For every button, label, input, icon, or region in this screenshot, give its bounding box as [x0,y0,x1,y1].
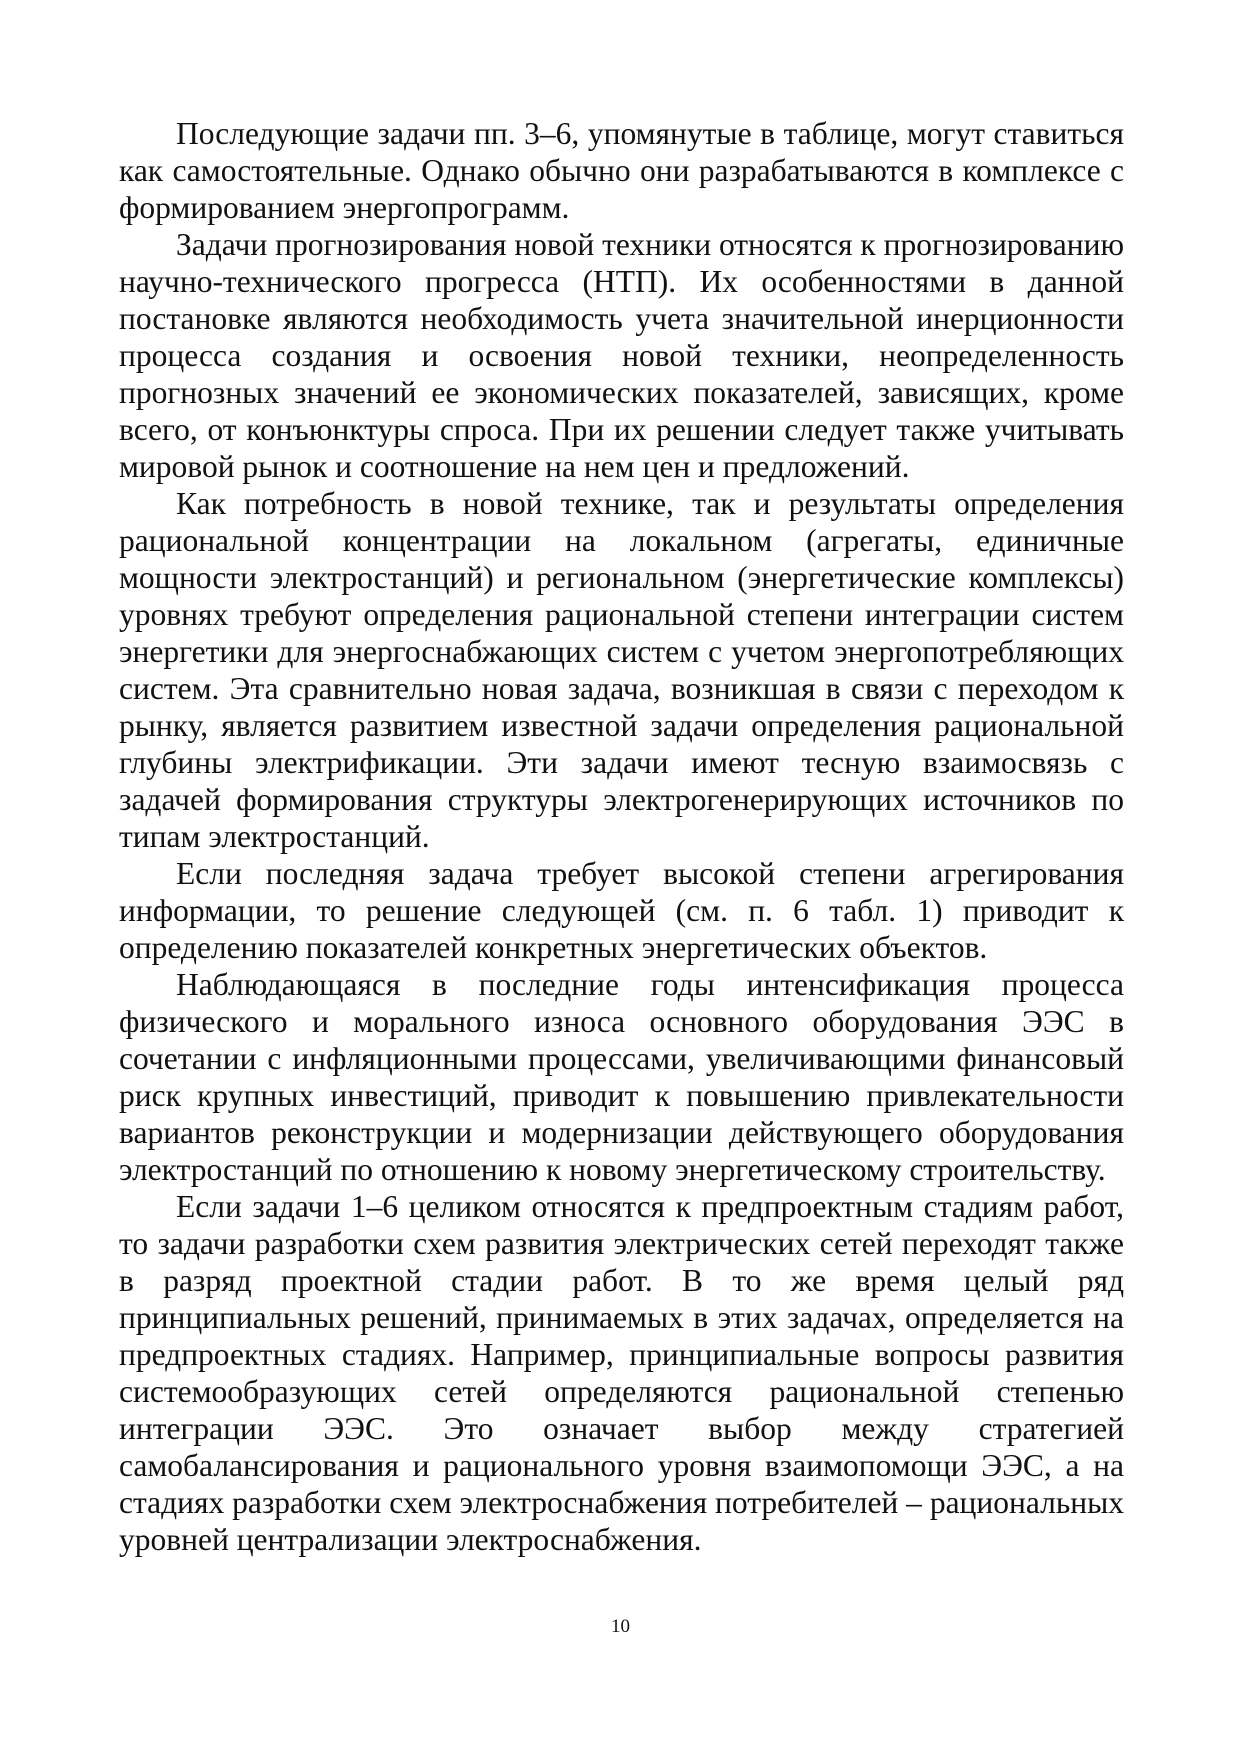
page-body [119,115,1124,1558]
page-number: 10 [611,1616,630,1637]
paragraph-4: Если последняя задача требует высокой степени агрегирования информации, то решение следующей (см. п. 6 табл. 1) приводит к определению показателей конкретных энергетических объектов. [119,856,1124,965]
paragraph-6: Если задачи 1–6 целиком относятся к предпроектным стадиям работ, то задачи разработки схем развития электрических сетей переходят также в разряд проектной стадии работ. В то же время целый ряд принципиальных решений, принимаемых в этих задачах, определяется на предпроектных стадиях. Например, принципиальные вопросы развития системообразующих сетей определяются рациональной степенью интеграции ЭЭС. Это означает выбор между стратегией самобалансирования и рационального уровня взаимопомощи ЭЭС, а на стадиях разработки схем электроснабжения потребителей – рациональных уровней централизации электроснабжения. [119,1189,1124,1557]
paragraph-5: Наблюдающаяся в последние годы интенсификация процесса физического и морального износа основного оборудования ЭЭС в сочетании с инфляционными процессами, увеличивающими финансовый риск крупных инвестиций, приводит к повышению привлекательности вариантов реконструкции и модернизации действующего оборудования электростанций по отношению к новому энергетическому строительству. [119,967,1124,1187]
paragraph-3: Как потребность в новой технике, так и результаты определения рациональной концентрации на локальном (агрегаты, единичные мощности электростанций) и региональном (энергетические комплексы) уровнях требуют определения рациональной степени интеграции систем энергетики для энергоснабжающих систем с учетом энергопотребляющих систем. Эта сравнительно новая задача, возникшая в связи с переходом к рынку, является развитием известной задачи определения рациональной глубины электрификации. Эти задачи имеют тесную взаимосвязь с задачей формирования структуры электрогенерирующих источников по типам электростанций. [119,486,1124,854]
paragraph-1: Последующие задачи пп. 3–6, упомянутые в таблице, могут ставиться как самостоятельные. Однако обычно они разрабатываются в комплексе с формированием энергопрограмм. [119,116,1124,225]
paragraph-2: Задачи прогнозирования новой техники относятся к прогнозированию научно-технического прогресса (НТП). Их особенностями в данной постановке являются необходимость учета значительной инерционности процесса создания и освоения новой техники, неопределенность прогнозных значений ее экономических показателей, зависящих, кроме всего, от конъюнктуры спроса. При их решении следует также учитывать мировой рынок и соотношение на нем цен и предложений. [119,227,1124,484]
